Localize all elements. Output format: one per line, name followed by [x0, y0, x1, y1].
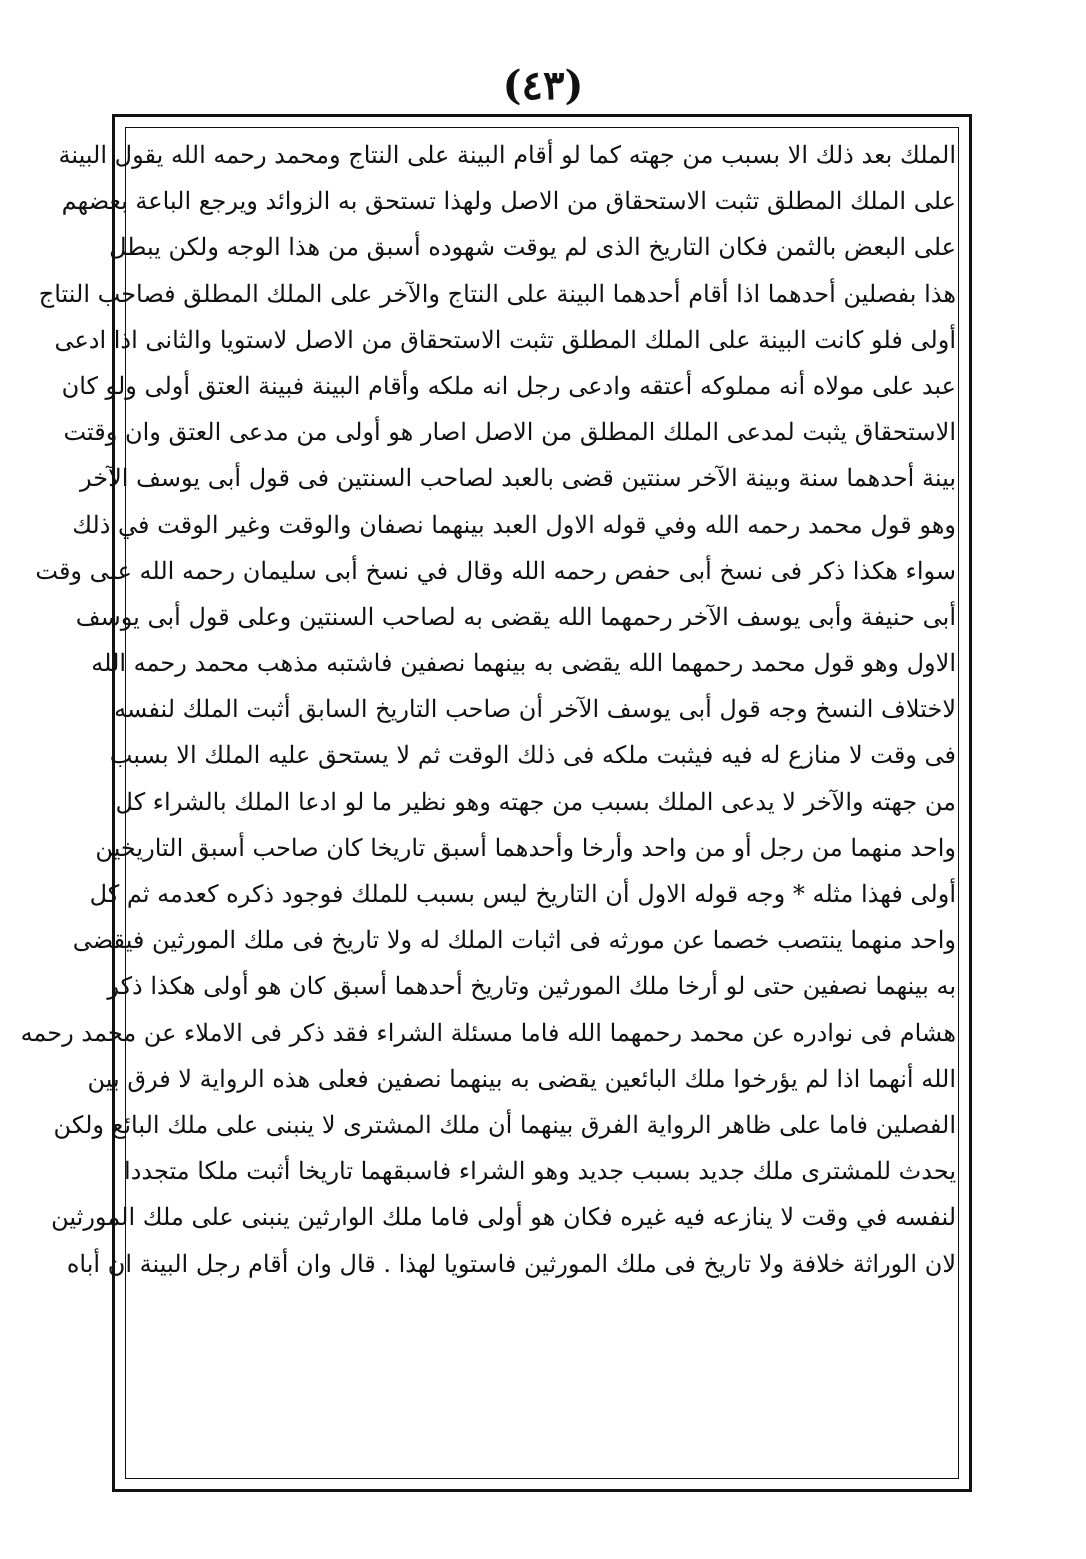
- text-line: فى وقت لا منازع له فيه فيثبت ملكه فى ذلك الوقت ثم لا يستحق عليه الملك الا بسبب: [109, 741, 956, 770]
- text-line: سواء هكذا ذكر فى نسخ أبى حفص رحمه الله وقال في نسخ أبى سليمان رحمه الله على وقت: [35, 556, 956, 585]
- text-line: لان الوراثة خلافة ولا تاريخ فى ملك المورثين فاستويا لهذا . قال وان أقام رجل البينة ان أباه: [66, 1249, 956, 1278]
- text-line: بينة أحدهما سنة وبينة الآخر سنتين قضى بالعبد لصاحب السنتين فى قول أبى يوسف الآخر: [80, 464, 956, 493]
- body-text: [20, 132, 956, 1472]
- text-line: الفصلين فاما على ظاهر الرواية الفرق بينهما أن ملك المشترى لا ينبنى على ملك البائع ولكن: [53, 1110, 956, 1139]
- text-line: واحد منهما ينتصب خصما عن مورثه فى اثبات الملك له ولا تاريخ فى ملك المورثين فيقضى: [72, 926, 956, 955]
- text-line: من جهته والآخر لا يدعى الملك بسبب من جهته وهو نظير ما لو ادعا الملك بالشراء كل: [115, 787, 956, 816]
- text-line: على البعض بالثمن فكان التاريخ الذى لم يوقت شهوده أسبق من هذا الوجه ولكن يبطل: [109, 233, 956, 262]
- text-line: الاستحقاق يثبت لمدعى الملك المطلق من الاصل اصار هو أولى من مدعى العتق وان وقتت: [63, 418, 956, 447]
- text-line: يحدث للمشترى ملك جديد بسبب جديد وهو الشراء فاسبقهما تاريخا أثبت ملكا متجددا: [124, 1157, 956, 1186]
- text-line: وهو قول محمد رحمه الله وفي قوله الاول العبد بينهما نصفان والوقت وغير الوقت في ذلك: [72, 510, 956, 539]
- text-line: به بينهما نصفين حتى لو أرخا ملك المورثين وتاريخ أحدهما أسبق كان هو أولى هكذا ذكر: [107, 972, 956, 1001]
- text-line: الله أنهما اذا لم يؤرخوا ملك البائعين يقضى به بينهما نصفين فعلى هذه الرواية لا فرق بين: [87, 1064, 956, 1093]
- page-number: (٤٣): [502, 62, 584, 109]
- text-line: واحد منهما من رجل أو من واحد وأرخا وأحدهما أسبق تاريخا كان صاحب أسبق التاريخين: [95, 833, 956, 862]
- text-line: هذا بفصلين أحدهما اذا أقام أحدهما البينة على النتاج والآخر على الملك المطلق فصاحب النتاج: [38, 279, 956, 308]
- text-line: لاختلاف النسخ وجه قول أبى يوسف الآخر أن صاحب التاريخ السابق أثبت الملك لنفسه: [114, 695, 956, 724]
- text-line: عبد على مولاه أنه مملوكه أعتقه وادعى رجل انه ملكه وأقام البينة فبينة العتق أولى ولو كان: [61, 371, 956, 400]
- text-line: هشام فى نوادره عن محمد رحمهما الله فاما مسئلة الشراء فقد ذكر فى الاملاء عن محمد رحمه: [20, 1018, 956, 1047]
- text-line: أولى فهذا مثله * وجه قوله الاول أن التاريخ ليس بسبب للملك فوجود ذكره كعدمه ثم كل: [89, 880, 956, 908]
- text-line: على الملك المطلق تثبت الاستحقاق من الاصل ولهذا تستحق به الزوائد ويرجع الباعة بعضهم: [61, 187, 956, 216]
- text-line: الاول وهو قول محمد رحمهما الله يقضى به بينهما نصفين فاشتبه مذهب محمد رحمه الله: [91, 649, 956, 678]
- text-line: أبى حنيفة وأبى يوسف الآخر رحمهما الله يقضى به لصاحب السنتين وعلى قول أبى يوسف: [75, 602, 956, 631]
- text-line: الملك بعد ذلك الا بسبب من جهته كما لو أقام البينة على النتاج ومحمد رحمه الله يقول البينة: [58, 141, 956, 169]
- text-line: لنفسه في وقت لا ينازعه فيه غيره فكان هو أولى فاما ملك الوارثين ينبنى على ملك المورثين: [51, 1203, 956, 1232]
- text-line: أولى فلو كانت البينة على الملك المطلق تثبت الاستحقاق من الاصل لاستويا والثانى اذا ادعى: [54, 325, 956, 354]
